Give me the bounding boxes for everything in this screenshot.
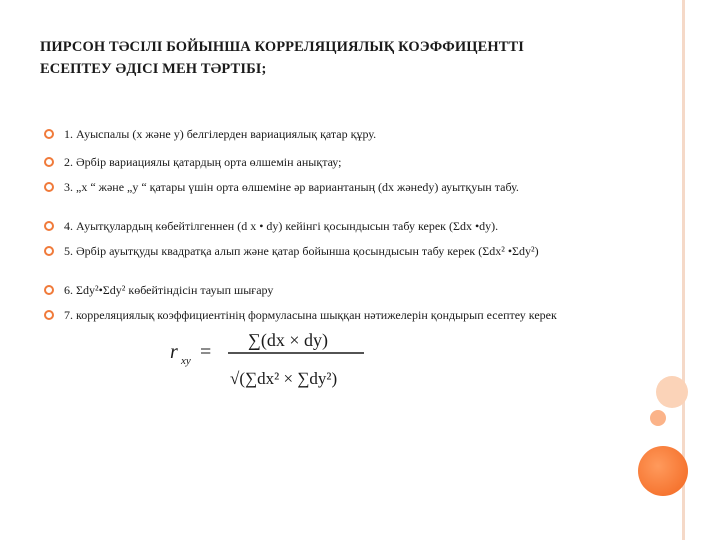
list-item [44,154,624,170]
formula-denominator: √(∑dx² × ∑dy²) [230,369,338,388]
title-line-2: ЕСЕПТЕУ ӘДІСІ МЕН ТӘРТІБІ; [40,61,267,77]
bullet-icon [44,246,54,256]
bullet-icon [44,285,54,295]
decorative-circle-small [650,410,666,426]
formula-lhs: r [170,341,178,363]
title-line-1: ПИРСОН ТӘСІЛІ БОЙЫНША КОРРЕЛЯЦИЯЛЫҚ КОЭФФИЦЕНТТІ [40,39,525,55]
bullet-icon [44,129,54,139]
formula-equals: = [200,341,212,363]
list-item [44,243,624,259]
list-item [44,179,624,195]
list-item [44,218,624,234]
list-item [44,282,624,298]
list-item [44,126,624,142]
list-item-text: 1. Ауыспалы (x және y) белгілерден вариациялық қатар құру. [64,127,377,141]
decorative-circle-orange [638,446,688,496]
list-item-text: 6. Σdy²•Σdy² көбейтіндісін тауып шығару [64,283,274,297]
slide-title [40,36,640,80]
list-item-text: 7. корреляциялық коэффициентінің формуласына шыққан нәтижелерін қондырып есептеу керек [64,308,557,322]
list-item-text: 5. Әрбір ауытқуды квадратқа алып және қатар бойынша қосындысын табу керек (Σdx² •Σdy²) [64,244,539,258]
correlation-formula [168,320,368,404]
list-item-text: 3. „x “ және „y “ қатары үшін орта өлшеміне әр вариантаның (dx жәнеdy) ауытқуын табу. [64,180,519,194]
bullet-icon [44,157,54,167]
list-item-text: 2. Әрбір вариациялы қатардың орта өлшемін анықтау; [64,155,342,169]
bullet-icon [44,182,54,192]
list-item-text: 4. Ауытқулардың көбейтілгеннен (d x • dy) кейінгі қосындысын табу керек (Σdx •dy). [64,219,499,233]
formula-numerator: ∑(dx × dy) [248,330,328,350]
bullet-icon [44,221,54,231]
decorative-circle-light [656,376,688,408]
bullet-icon [44,310,54,320]
formula-lhs-subscript: xy [181,355,191,367]
